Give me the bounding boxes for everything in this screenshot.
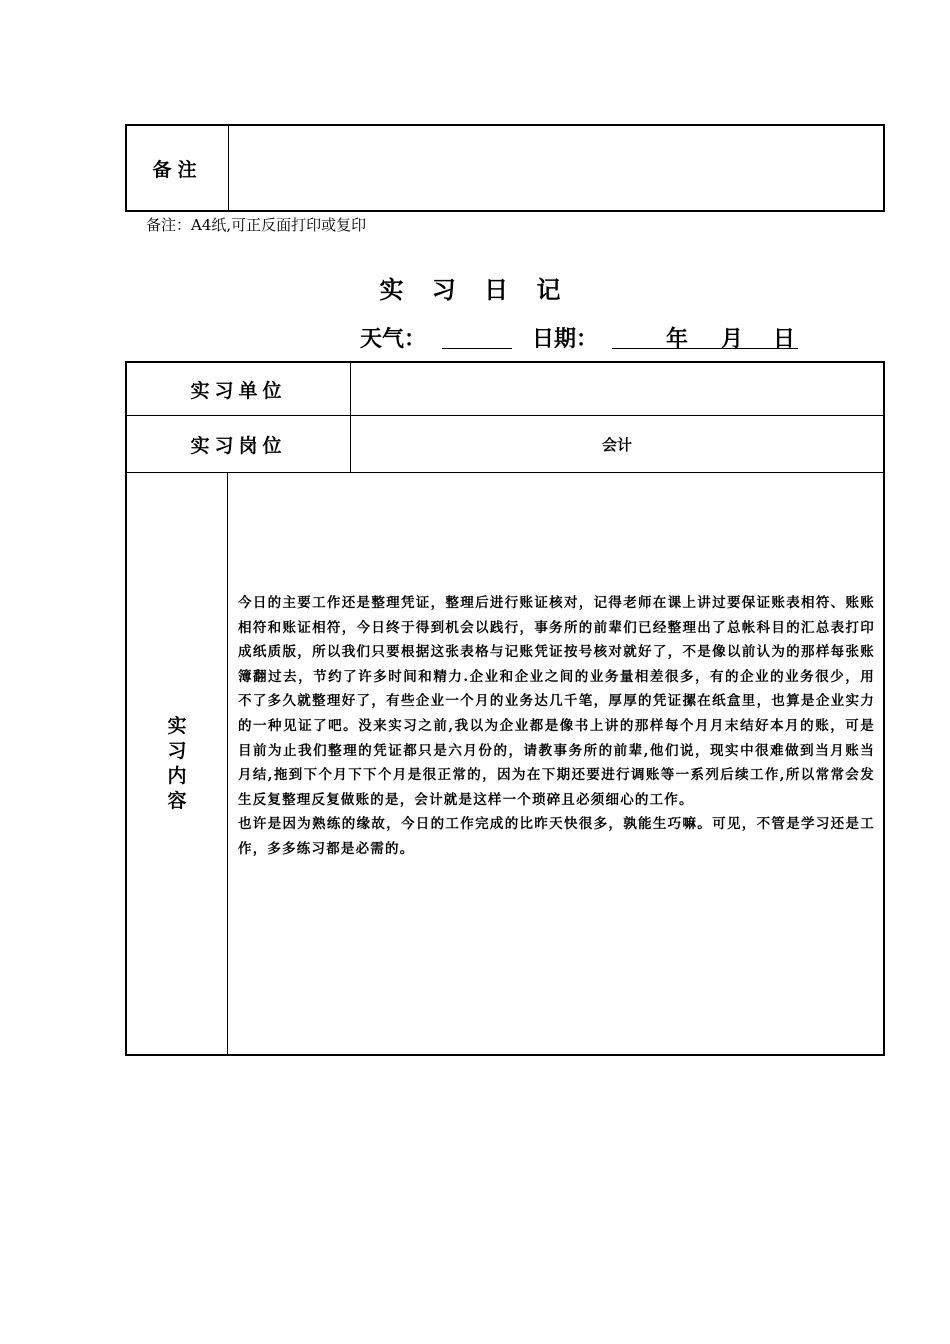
position-value: 会计 (601, 435, 632, 454)
print-note: 备注：A4纸,可正反面打印或复印 (146, 216, 367, 234)
unit-value (351, 363, 883, 415)
page-title: 实 习 日 记 (379, 275, 571, 304)
date-field (612, 322, 798, 349)
content-text (238, 591, 875, 862)
date-day: 日 (773, 326, 796, 352)
weather-field (442, 322, 512, 349)
content-paragraph-1: 今日的主要工作还是整理凭证，整理后进行账证核对，记得老师在课上讲过要保证账表相符、账账相符和账证相符，今日终于得到机会以践行，事务所的前辈们已经整理出了总帐科目的汇总表打印成纸质版，所以我们只要根据这张表格与记账凭证按号核对就好了，不是像以前认为的那样每张账簿翻过去，节约了许多时间和精力.企业和企业之间的业务量相差很多，有的企业的业务很少，用不了多久就整理好了，有些企业一个月的业务达几千笔，厚厚的凭证摞在纸盒里，也算是企业实力的一种见证了吧。没来实习之前,我以为企业都是像书上讲的那样每个月月末结好本月的账，可是目前为止我们整理的凭证都只是六月份的，请教事务所的前辈,他们说，现实中很难做到当月账当月结,拖到下个月下下个月是很正常的，因为在下期还要进行调账等一系列后续工作,所以常常会发生反复整理反复做账的是，会计就是这样一个琐碎且必须细心的工作。 (238, 595, 875, 808)
date-label: 日期： (532, 326, 599, 352)
date-year: 年 (666, 326, 689, 352)
unit-label: 实习单位 (127, 363, 351, 415)
weather-label: 天气： (360, 326, 427, 352)
content-cell (228, 473, 883, 1054)
remarks-value (229, 126, 883, 210)
remarks-label: 备注 (127, 126, 229, 210)
content-label: 实习内容 (167, 714, 187, 812)
position-row (127, 416, 883, 473)
remarks-table (125, 124, 885, 212)
content-paragraph-2: 也许是因为熟练的缘故，今日的工作完成的比昨天快很多，孰能生巧嘛。可见，不管是学习还是工作，多多练习都是必需的。 (238, 816, 875, 857)
diary-table (125, 361, 885, 1056)
unit-row (127, 363, 883, 416)
position-label: 实习岗位 (127, 416, 351, 472)
content-label-cell (127, 473, 228, 1054)
content-row (127, 473, 883, 1054)
diary-meta (360, 322, 800, 352)
date-month: 月 (721, 326, 744, 352)
